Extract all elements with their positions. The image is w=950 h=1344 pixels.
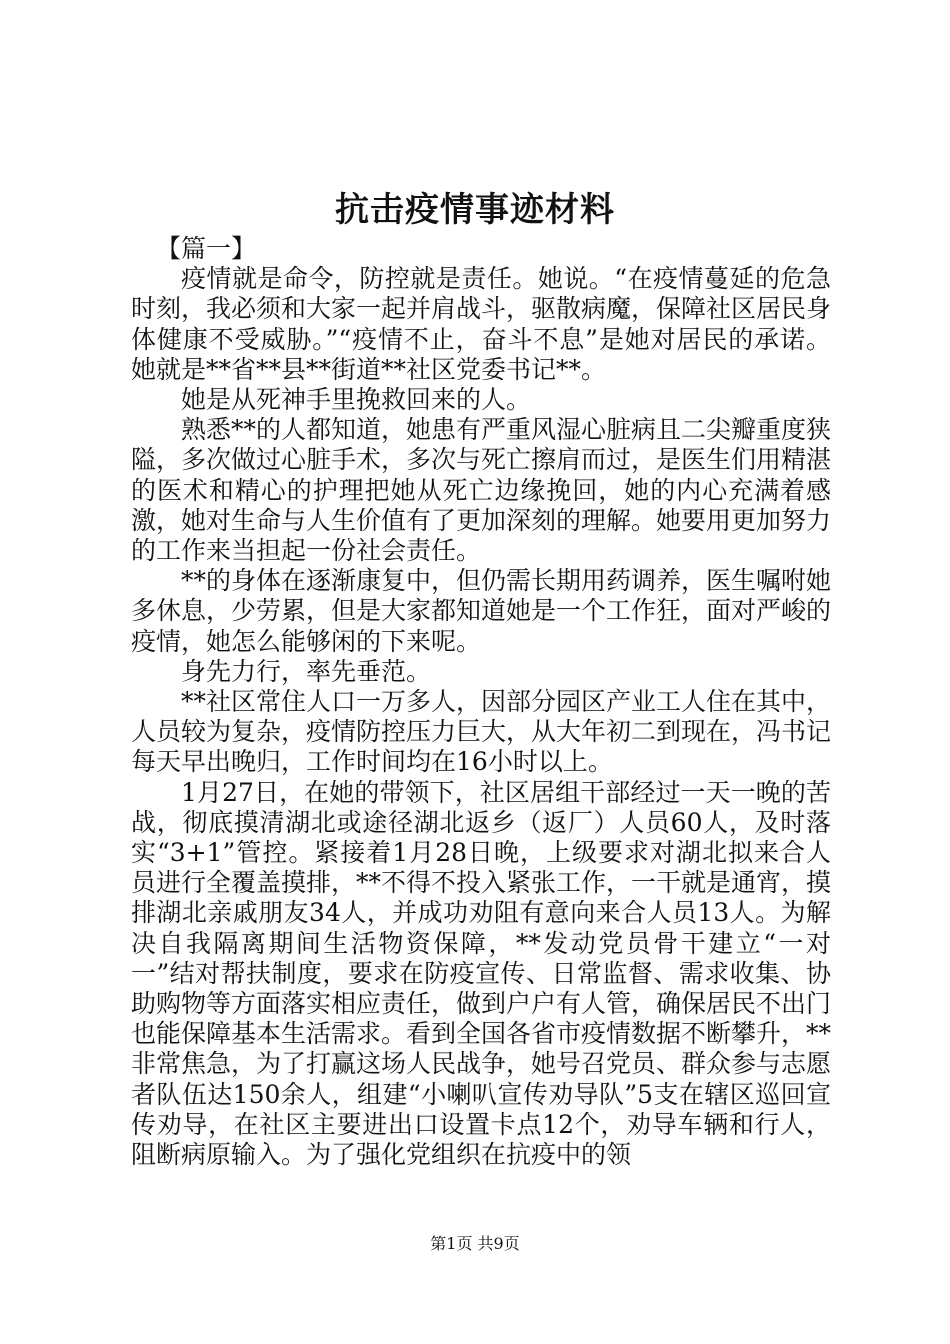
paragraph: **社区常住人口一万多人，因部分园区产业工人住在其中，人员较为复杂，疫情防控压力巨大，从大年初二到现在，冯书记每天早出晚归，工作时间均在16小时以上。 bbox=[131, 687, 832, 777]
paragraph: 1月27日，在她的带领下，社区居组干部经过一天一晚的苦战，彻底摸清湖北或途径湖北返乡（返厂）人员60人，及时落实“3+1”管控。紧接着1月28日晚，上级要求对湖北拟来合人员进行全覆盖摸排，**不得不投入紧张工作，一干就是通宵，摸排湖北亲戚朋友34人，并成功劝阻有意向来合人员13人。为解决自我隔离期间生活物资保障，**发动党员骨干建立“一对一”结对帮扶制度，要求在防疫宣传、日常监督、需求收集、协助购物等方面落实相应责任，做到户户有人管，确保居民不出门也能保障基本生活需求。看到全国各省市疫情数据不断攀升，**非常焦急，为了打赢这场人民战争，她号召党员、群众参与志愿者队伍达150余人，组建“小喇叭宣传劝导队”5支在辖区巡回宣传劝导，在社区主要进出口设置卡点12个，劝导车辆和行人，阻断病原输入。为了强化党组织在抗疫中的领 bbox=[131, 777, 832, 1170]
document-title: 抗击疫情事迹材料 bbox=[335, 190, 615, 230]
page-footer: 第1页 共9页 bbox=[430, 1234, 520, 1253]
section-label: 【篇一】 bbox=[156, 234, 257, 263]
paragraph: 疫情就是命令，防控就是责任。她说。“在疫情蔓延的危急时刻，我必须和大家一起并肩战斗，驱散病魔，保障社区居民身体健康不受威胁。”“疫情不止，奋斗不息”是她对居民的承诺。她就是**省**县**街道**社区党委书记**。 bbox=[131, 264, 832, 384]
document-body bbox=[131, 234, 831, 1170]
paragraph: 她是从死神手里挽救回来的人。 bbox=[181, 385, 532, 415]
paragraph: 身先力行，率先垂范。 bbox=[181, 656, 432, 686]
paragraph: 熟悉**的人都知道，她患有严重风湿心脏病且二尖瓣重度狭隘，多次做过心脏手术，多次与死亡擦肩而过，是医生们用精湛的医术和精心的护理把她从死亡边缘挽回，她的内心充满着感激，她对生命与人生价值有了更加深刻的理解。她要用更加努力的工作来当担起一份社会责任。 bbox=[131, 415, 832, 566]
paragraph: **的身体在逐渐康复中，但仍需长期用药调养，医生嘱咐她多休息，少劳累，但是大家都知道她是一个工作狂，面对严峻的疫情，她怎么能够闲的下来呢。 bbox=[131, 566, 832, 656]
